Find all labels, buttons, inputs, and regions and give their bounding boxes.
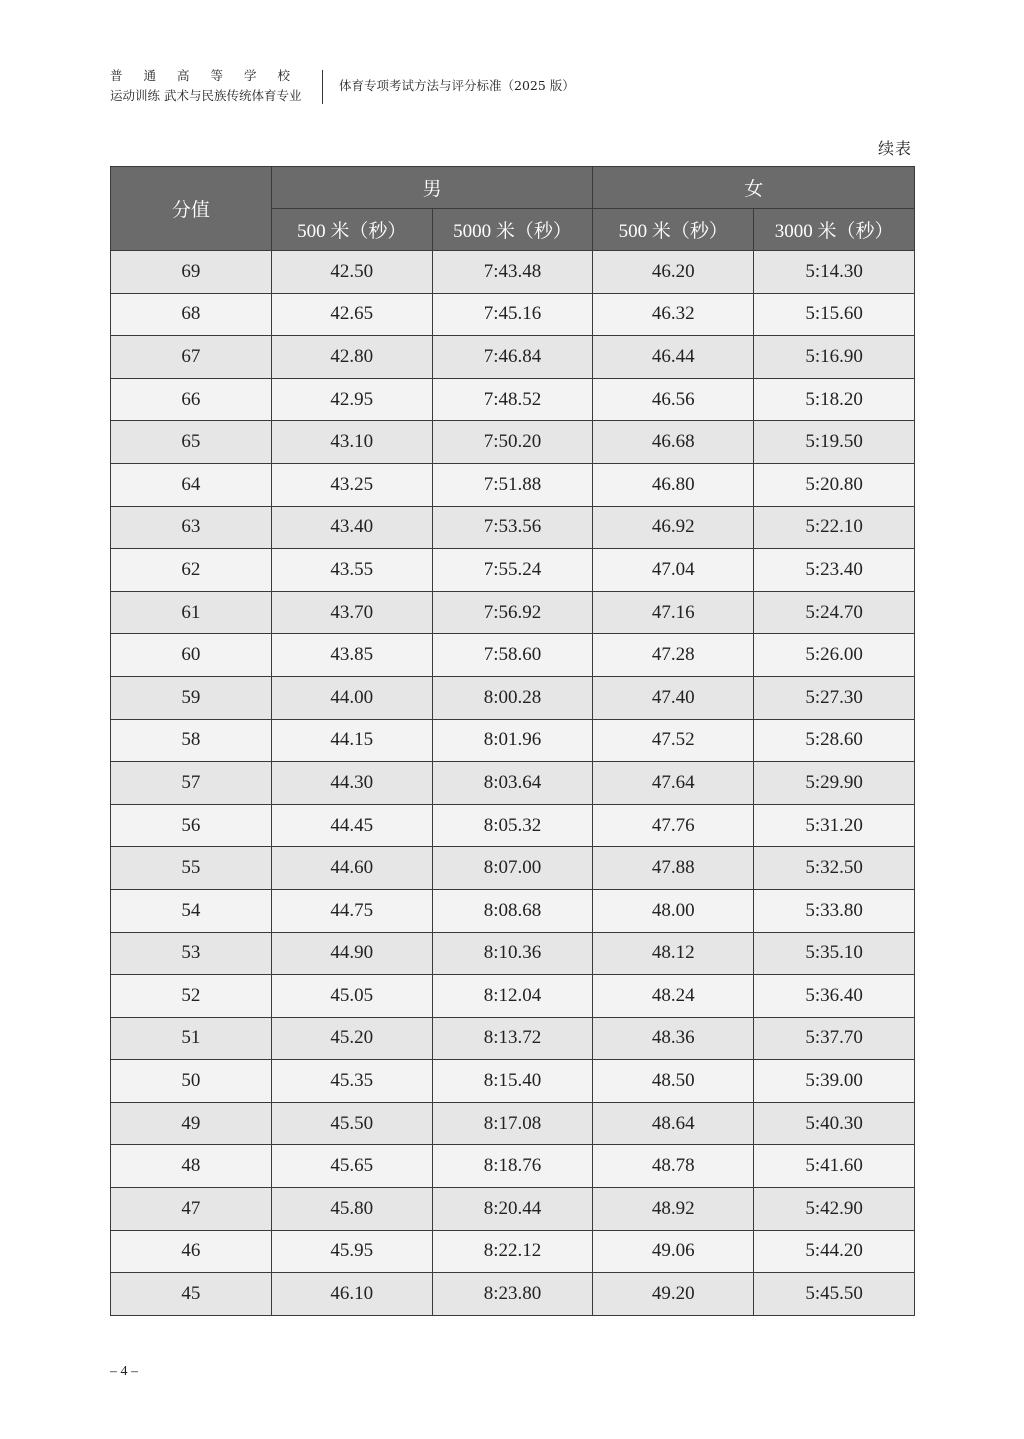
female-3000m-cell: 5:19.50 [754,421,915,464]
male-5000m-cell: 8:12.04 [432,975,593,1018]
female-3000m-cell: 5:44.20 [754,1230,915,1273]
header-divider [322,70,323,104]
score-cell: 49 [111,1102,272,1145]
female-500m-cell: 46.80 [593,463,754,506]
male-5000m-cell: 8:17.08 [432,1102,593,1145]
female-3000m-cell: 5:16.90 [754,336,915,379]
female-500m-cell: 47.52 [593,719,754,762]
score-cell: 55 [111,847,272,890]
male-500m-cell: 45.05 [271,975,432,1018]
score-cell: 64 [111,463,272,506]
female-3000m-cell: 5:26.00 [754,634,915,677]
male-500m-cell: 43.25 [271,463,432,506]
table-row [111,463,915,506]
male-5000m-cell: 8:05.32 [432,804,593,847]
female-header: 女 [593,167,915,209]
table-row [111,1060,915,1103]
score-cell: 67 [111,336,272,379]
female-3000m-cell: 5:41.60 [754,1145,915,1188]
male-5000m-cell: 8:07.00 [432,847,593,890]
table-row [111,336,915,379]
male-5000m-cell: 8:23.80 [432,1273,593,1316]
female-500m-cell: 48.00 [593,889,754,932]
female-3000m-cell: 5:27.30 [754,676,915,719]
male-5000m-cell: 8:13.72 [432,1017,593,1060]
male-500m-cell: 43.40 [271,506,432,549]
score-cell: 69 [111,251,272,294]
major-name: 运动训练 武术与民族传统体育专业 [110,88,302,103]
male-5000m-cell: 7:48.52 [432,378,593,421]
page-number: – 4 – [110,1364,138,1379]
female-500m-cell: 49.20 [593,1273,754,1316]
score-cell: 52 [111,975,272,1018]
female-500m-cell: 46.92 [593,506,754,549]
table-row [111,549,915,592]
female-500m-cell: 46.56 [593,378,754,421]
female-500m-cell: 47.28 [593,634,754,677]
female-3000m-cell: 5:36.40 [754,975,915,1018]
score-cell: 57 [111,762,272,805]
score-cell: 48 [111,1145,272,1188]
female-500m-cell: 48.78 [593,1145,754,1188]
male-5000m-cell: 7:58.60 [432,634,593,677]
male-5000m-cell: 8:00.28 [432,676,593,719]
table-row [111,1230,915,1273]
male-500m-cell: 44.45 [271,804,432,847]
male-5000m-cell: 8:15.40 [432,1060,593,1103]
score-cell: 63 [111,506,272,549]
school-name: 普通高等学校 [110,68,312,83]
score-cell: 66 [111,378,272,421]
male-5000m-header: 5000 米（秒） [432,209,593,251]
female-3000m-cell: 5:32.50 [754,847,915,890]
female-500m-cell: 47.16 [593,591,754,634]
score-cell: 68 [111,293,272,336]
female-500m-cell: 48.64 [593,1102,754,1145]
table-row [111,762,915,805]
continued-label: 续表 [877,139,912,158]
table-row [111,1188,915,1231]
table-row [111,591,915,634]
table-row [111,1102,915,1145]
female-500m-cell: 48.92 [593,1188,754,1231]
female-3000m-cell: 5:45.50 [754,1273,915,1316]
female-3000m-cell: 5:31.20 [754,804,915,847]
female-500m-cell: 48.24 [593,975,754,1018]
female-3000m-cell: 5:42.90 [754,1188,915,1231]
male-500m-cell: 43.10 [271,421,432,464]
table-row [111,1017,915,1060]
table-row [111,1145,915,1188]
score-cell: 45 [111,1273,272,1316]
male-5000m-cell: 7:55.24 [432,549,593,592]
female-3000m-cell: 5:37.70 [754,1017,915,1060]
female-3000m-cell: 5:15.60 [754,293,915,336]
female-3000m-cell: 5:28.60 [754,719,915,762]
score-table [110,166,915,1316]
male-header: 男 [271,167,593,209]
male-500m-cell: 45.65 [271,1145,432,1188]
male-500m-cell: 44.30 [271,762,432,805]
male-500m-cell: 43.55 [271,549,432,592]
male-5000m-cell: 7:51.88 [432,463,593,506]
female-500m-cell: 46.32 [593,293,754,336]
score-cell: 56 [111,804,272,847]
female-3000m-cell: 5:23.40 [754,549,915,592]
female-500m-cell: 47.76 [593,804,754,847]
male-5000m-cell: 7:45.16 [432,293,593,336]
female-500m-cell: 46.20 [593,251,754,294]
male-500m-cell: 42.50 [271,251,432,294]
score-cell: 61 [111,591,272,634]
female-3000m-cell: 5:14.30 [754,251,915,294]
table-row [111,975,915,1018]
male-5000m-cell: 7:50.20 [432,421,593,464]
score-cell: 54 [111,889,272,932]
male-500m-cell: 44.60 [271,847,432,890]
score-header: 分值 [111,167,272,251]
female-500m-cell: 48.12 [593,932,754,975]
female-500m-cell: 46.44 [593,336,754,379]
male-5000m-cell: 7:56.92 [432,591,593,634]
female-3000m-cell: 5:22.10 [754,506,915,549]
table-body [111,251,915,1316]
male-500m-cell: 45.50 [271,1102,432,1145]
female-3000m-cell: 5:20.80 [754,463,915,506]
score-cell: 51 [111,1017,272,1060]
male-5000m-cell: 8:18.76 [432,1145,593,1188]
female-3000m-header: 3000 米（秒） [754,209,915,251]
table-header [111,167,915,251]
male-5000m-cell: 7:53.56 [432,506,593,549]
female-500m-cell: 47.88 [593,847,754,890]
female-500m-cell: 47.04 [593,549,754,592]
score-cell: 59 [111,676,272,719]
table-row [111,634,915,677]
female-500m-header: 500 米（秒） [593,209,754,251]
male-5000m-cell: 8:20.44 [432,1188,593,1231]
score-cell: 58 [111,719,272,762]
female-500m-cell: 46.68 [593,421,754,464]
male-500m-cell: 44.90 [271,932,432,975]
female-3000m-cell: 5:35.10 [754,932,915,975]
female-3000m-cell: 5:33.80 [754,889,915,932]
male-500m-header: 500 米（秒） [271,209,432,251]
score-cell: 50 [111,1060,272,1103]
female-500m-cell: 48.36 [593,1017,754,1060]
male-5000m-cell: 8:22.12 [432,1230,593,1273]
male-5000m-cell: 8:08.68 [432,889,593,932]
male-5000m-cell: 8:01.96 [432,719,593,762]
table-row [111,1273,915,1316]
table-row [111,932,915,975]
table-row [111,676,915,719]
table-row [111,719,915,762]
female-500m-cell: 48.50 [593,1060,754,1103]
male-500m-cell: 44.75 [271,889,432,932]
female-500m-cell: 49.06 [593,1230,754,1273]
table-row [111,378,915,421]
male-500m-cell: 42.80 [271,336,432,379]
male-5000m-cell: 8:03.64 [432,762,593,805]
table-row [111,889,915,932]
score-cell: 46 [111,1230,272,1273]
male-5000m-cell: 7:46.84 [432,336,593,379]
male-500m-cell: 45.80 [271,1188,432,1231]
female-3000m-cell: 5:24.70 [754,591,915,634]
table-row [111,293,915,336]
male-500m-cell: 45.35 [271,1060,432,1103]
male-500m-cell: 45.20 [271,1017,432,1060]
male-500m-cell: 44.00 [271,676,432,719]
male-500m-cell: 45.95 [271,1230,432,1273]
female-3000m-cell: 5:29.90 [754,762,915,805]
male-500m-cell: 42.95 [271,378,432,421]
table-row [111,804,915,847]
female-3000m-cell: 5:40.30 [754,1102,915,1145]
male-500m-cell: 43.85 [271,634,432,677]
female-3000m-cell: 5:39.00 [754,1060,915,1103]
score-cell: 62 [111,549,272,592]
female-500m-cell: 47.64 [593,762,754,805]
header-left [110,66,310,106]
male-500m-cell: 44.15 [271,719,432,762]
male-500m-cell: 42.65 [271,293,432,336]
document-title: 体育专项考试方法与评分标准（2025 版） [339,78,575,93]
male-500m-cell: 46.10 [271,1273,432,1316]
table-row [111,421,915,464]
score-cell: 47 [111,1188,272,1231]
table-row [111,847,915,890]
table-row [111,251,915,294]
male-5000m-cell: 7:43.48 [432,251,593,294]
score-cell: 53 [111,932,272,975]
female-3000m-cell: 5:18.20 [754,378,915,421]
male-5000m-cell: 8:10.36 [432,932,593,975]
score-cell: 60 [111,634,272,677]
female-500m-cell: 47.40 [593,676,754,719]
score-cell: 65 [111,421,272,464]
table-row [111,506,915,549]
male-500m-cell: 43.70 [271,591,432,634]
